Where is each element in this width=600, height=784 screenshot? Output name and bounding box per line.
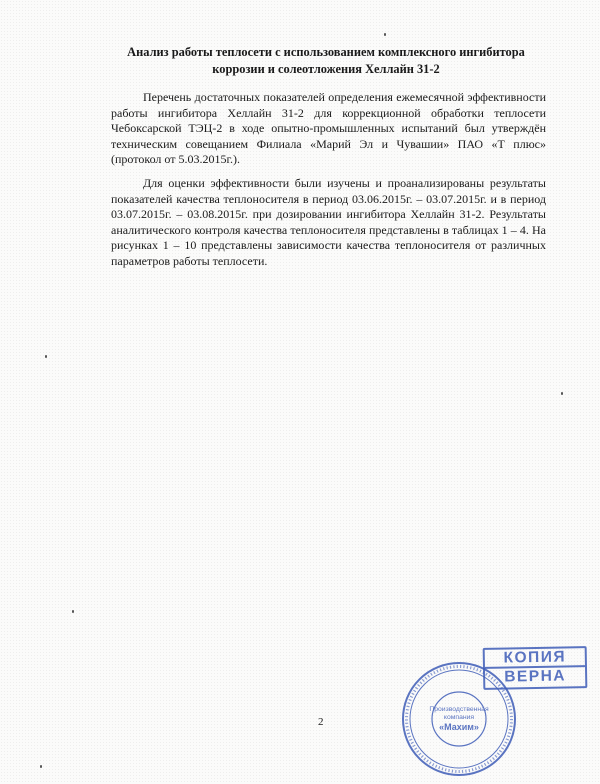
- scan-speck: [561, 392, 563, 395]
- seal-company-line-2: компания: [443, 714, 475, 721]
- paragraph-1-text: Перечень достаточных показателей определения ежемесячной эффективности работы ингибитора Хеллайн 31-2 для коррекционной обработки теплосети Чебоксарской ТЭЦ-2 в ходе опытно-промышленных испытаний был утверждён техническим совещанием Филиала «Марий Эл и Чувашии» ПАО «Т плюс» (протокол от 5.03.2015г.).: [111, 90, 546, 167]
- scan-speck: [40, 765, 42, 768]
- paragraph-2: [111, 176, 546, 270]
- document-title: [96, 44, 556, 78]
- scan-speck: [45, 355, 47, 358]
- paragraph-2-text: Для оценки эффективности были изучены и проанализированы результаты показателей качества теплоносителя в период 03.06.2015г. – 03.07.2015г. и в период 03.07.2015г. – 03.08.2015г. при дозировании ингибитора Хеллайн 31-2. Результаты аналитического контроля качества теплоносителя представлены в таблицах 1 – 4. На рисунках 1 – 10 представлены зависимости качества теплоносителя от различных параметров работы теплосети.: [111, 176, 546, 268]
- copy-stamp-line-2: ВЕРНА: [485, 665, 585, 686]
- seal-company-name: «Махим»: [439, 722, 479, 732]
- scan-speck: [72, 610, 74, 613]
- title-line-1: Анализ работы теплосети с использованием комплексного ингибитора: [127, 45, 525, 59]
- paragraph-1: [111, 90, 546, 168]
- title-line-2: коррозии и солеотложения Хеллайн 31-2: [212, 62, 440, 76]
- seal-company-line-1: Производственная: [429, 706, 489, 713]
- scan-speck: [384, 33, 386, 36]
- page-number: 2: [318, 716, 324, 728]
- company-seal: [400, 660, 518, 778]
- copy-stamp-line-1: КОПИЯ: [503, 648, 567, 667]
